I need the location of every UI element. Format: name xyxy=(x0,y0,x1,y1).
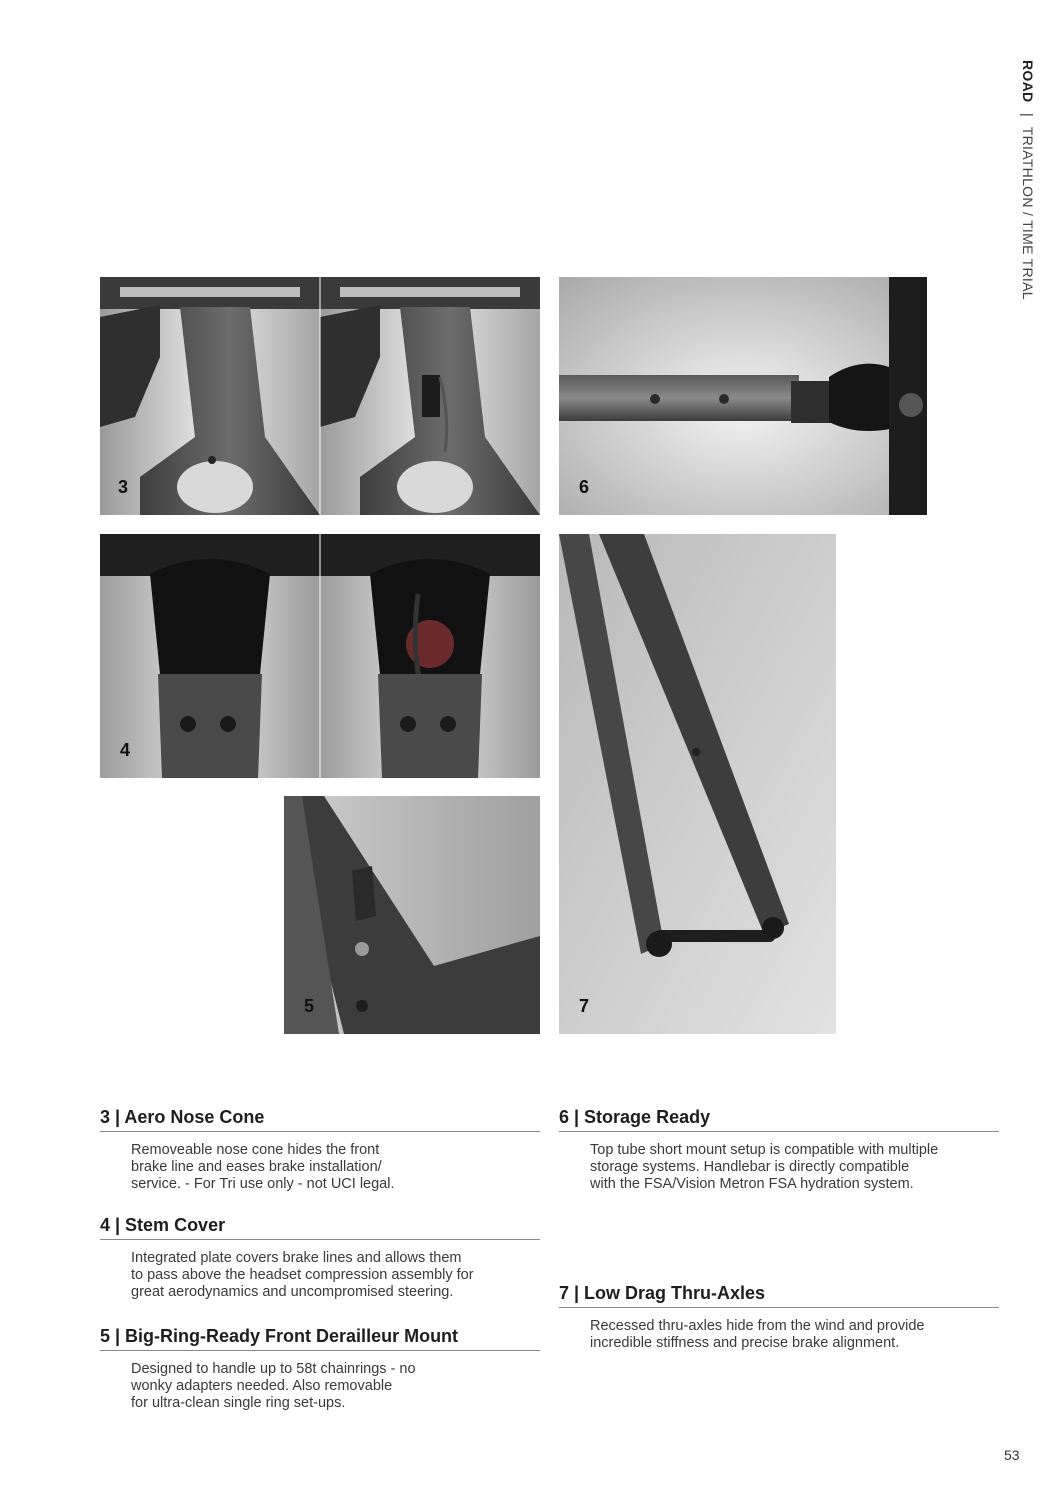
feature-description: Top tube short mount setup is compatible with multiple storage systems. Handlebar is directly compatible with the FSA/Vision Metron FSA hydration system. xyxy=(590,1142,939,1192)
photo-number: 7 xyxy=(579,996,590,1016)
feature-aero-nose-cone xyxy=(100,1107,540,1193)
feature-description: Removeable nose cone hides the front brake line and eases brake installation/ service. - For Tri use only - not UCI legal. xyxy=(131,1142,395,1192)
page-number: 53 xyxy=(1004,1447,1020,1463)
top-tube-illustration xyxy=(559,277,927,515)
section-nav xyxy=(1016,60,1036,360)
feature-thru-axles xyxy=(559,1283,999,1352)
photo-derailleur-mount xyxy=(284,796,540,1034)
stem-cover-illustration xyxy=(100,534,540,778)
feature-description: Integrated plate covers brake lines and allows them to pass above the headset compression assembly for great aerodynamics and uncompromised steering. xyxy=(131,1250,474,1300)
photo-number: 3 xyxy=(118,477,129,497)
section-separator: | xyxy=(1020,112,1036,117)
derailleur-mount-illustration xyxy=(284,796,540,1034)
feature-heading: 4 | Stem Cover xyxy=(100,1215,540,1240)
section-label: ROAD xyxy=(1020,60,1036,103)
photo-number: 5 xyxy=(304,996,315,1016)
fork-illustration xyxy=(559,534,836,1034)
feature-heading: 7 | Low Drag Thru-Axles xyxy=(559,1283,999,1308)
feature-heading: 3 | Aero Nose Cone xyxy=(100,1107,540,1132)
feature-description: Recessed thru-axles hide from the wind and provide incredible stiffness and precise brake alignment. xyxy=(590,1318,925,1351)
photo-stem-cover xyxy=(100,534,540,778)
feature-stem-cover xyxy=(100,1215,540,1301)
feature-derailleur-mount xyxy=(100,1326,540,1412)
photo-thru-axles xyxy=(559,534,836,1034)
feature-description: Designed to handle up to 58t chainrings - no wonky adapters needed. Also removable for ultra-clean single ring set-ups. xyxy=(131,1361,416,1411)
nose-cone-illustration xyxy=(100,277,540,515)
photo-number: 6 xyxy=(579,477,590,497)
feature-heading: 5 | Big-Ring-Ready Front Derailleur Mount xyxy=(100,1326,540,1351)
photo-storage-ready xyxy=(559,277,927,515)
subsection-label: TRIATHLON / TIME TRIAL xyxy=(1020,126,1036,300)
photo-aero-nose-cone xyxy=(100,277,540,515)
feature-heading: 6 | Storage Ready xyxy=(559,1107,999,1132)
feature-storage-ready xyxy=(559,1107,999,1193)
photo-number: 4 xyxy=(120,740,131,760)
